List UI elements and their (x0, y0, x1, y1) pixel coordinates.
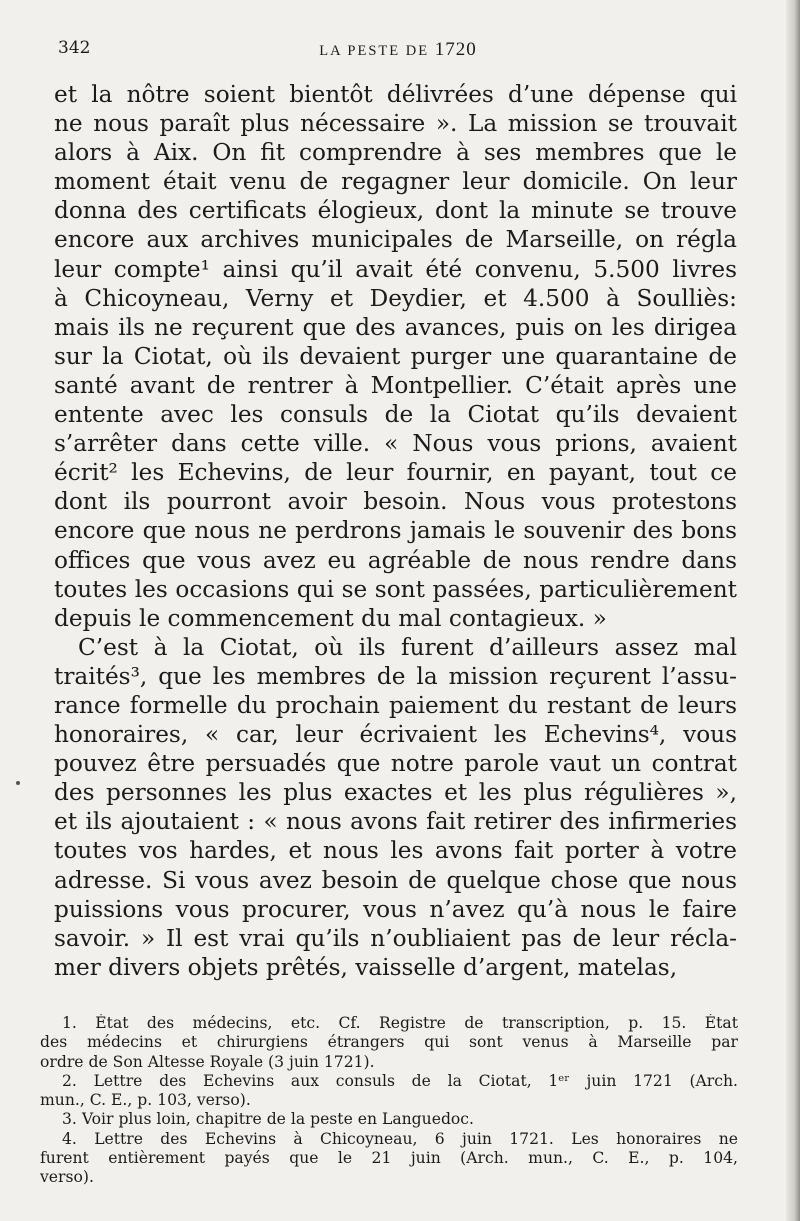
text-line: écrit² les Echevins, de leur fournir, en payant, tout ce (54, 459, 737, 487)
text-line: des personnes les plus exactes et les plus régulières », (54, 779, 737, 807)
text-line: savoir. » Il est vrai qu’ils n’oubliaient pas de leur récla- (54, 924, 737, 952)
page-edge-shadow (786, 0, 800, 1221)
text-line: rance formelle du prochain paiement du restant de leurs (54, 691, 737, 719)
footnote-line: 4. Lettre des Echevins à Chicoyneau, 6 juin 1721. Les honoraires ne (62, 1129, 738, 1148)
text-line: à Chicoyneau, Verny et Deydier, et 4.500 à Soulliès: (54, 284, 737, 312)
running-title (58, 39, 738, 61)
text-line: entente avec les consuls de la Ciotat qu’ils devaient (54, 401, 737, 429)
text-line: C’est à la Ciotat, où ils furent d’ailleurs assez mal (78, 633, 737, 661)
footnote-line: 3. Voir plus loin, chapitre de la peste en Languedoc. (62, 1110, 475, 1129)
text-line: leur compte¹ ainsi qu’il avait été convenu, 5.500 livres (54, 255, 737, 283)
running-head (58, 38, 738, 62)
footnote-line: 2. Lettre des Echevins aux consuls de la Ciotat, 1ᵉʳ juin 1721 (Arch. (62, 1071, 738, 1090)
text-line: offices que vous avez eu agréable de nous rendre dans (54, 546, 737, 574)
text-line: sur la Ciotat, où ils devaient purger une quarantaine de (54, 342, 737, 370)
text-line: ne nous paraît plus nécessaire ». La mission se trouvait (54, 110, 737, 138)
text-line: honoraires, « car, leur écrivaient les Echevins⁴, vous (54, 721, 737, 749)
footnote-line: ordre de Son Altesse Royale (3 juin 1721). (40, 1052, 375, 1071)
text-line: moment était venu de regagner leur domicile. On leur (54, 168, 737, 196)
running-title-year: 1720 (434, 39, 477, 60)
text-line: toutes les occasions qui se sont passées, particulièrement (54, 575, 737, 603)
text-line: s’arrêter dans cette ville. « Nous vous prions, avaient (54, 430, 737, 458)
text-line: dont ils pourront avoir besoin. Nous vous protestons (54, 488, 737, 516)
page-number: 342 (58, 38, 91, 58)
text-line: donna des certificats élogieux, dont la minute se trouve (54, 197, 737, 225)
text-line: et ils ajoutaient : « nous avons fait retirer des infirmeries (54, 808, 737, 836)
text-line: adresse. Si vous avez besoin de quelque chose que nous (54, 866, 737, 894)
main-text (54, 80, 737, 982)
footnote-line: furent entièrement payés que le 21 juin (Arch. mun., C. E., p. 104, (40, 1149, 738, 1168)
running-title-text: LA PESTE DE (319, 43, 430, 59)
text-line: traités³, que les membres de la mission reçurent l’assu- (54, 662, 737, 690)
footnotes (40, 1014, 738, 1188)
text-line: alors à Aix. On fit comprendre à ses membres que le (54, 139, 737, 167)
text-line: mais ils ne reçurent que des avances, puis on les dirigea (54, 313, 737, 341)
text-line: pouvez être persuadés que notre parole vaut un contrat (54, 750, 737, 778)
footnote-line: des médecins et chirurgiens étrangers qui sont venus à Marseille par (40, 1033, 738, 1052)
footnote-line: 1. État des médecins, etc. Cf. Registre de transcription, p. 15. État (62, 1014, 738, 1032)
text-line: puissions vous procurer, vous n’avez qu’à nous le faire (54, 895, 737, 923)
footnote-line: verso). (40, 1168, 94, 1187)
text-line: encore que nous ne perdrons jamais le souvenir des bons (54, 517, 737, 545)
text-line: depuis le commencement du mal contagieux. » (54, 604, 607, 632)
text-line: encore aux archives municipales de Marseille, on régla (54, 226, 737, 254)
margin-mark (16, 781, 20, 785)
text-line: et la nôtre soient bientôt délivrées d’une dépense qui (54, 81, 737, 108)
footnote-line: mun., C. E., p. 103, verso). (40, 1091, 251, 1110)
text-line: santé avant de rentrer à Montpellier. C’était après une (54, 371, 737, 399)
text-line: mer divers objets prêtés, vaisselle d’argent, matelas, (54, 953, 678, 981)
text-line: toutes vos hardes, et nous les avons fait porter à votre (54, 837, 737, 865)
